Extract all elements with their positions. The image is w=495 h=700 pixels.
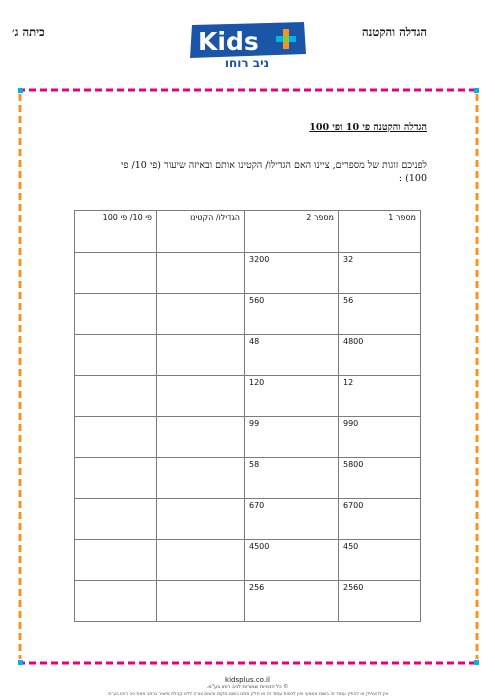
number-2-cell: 670 <box>245 499 339 540</box>
number-2-cell: 560 <box>245 294 339 335</box>
factor-answer-cell[interactable] <box>75 458 157 499</box>
direction-answer-cell[interactable] <box>157 540 245 581</box>
grade-label: כיתה ג׳ <box>12 25 45 39</box>
table-row <box>75 581 421 622</box>
factor-answer-cell[interactable] <box>75 335 157 376</box>
number-2-cell: 99 <box>245 417 339 458</box>
header-number-1: מספר 1 <box>339 211 421 253</box>
worksheet-instructions: לפניכם זוגות של מספרים, ציינו האם הגדילו/ הקטינו אותם ובאיזה שיעור (פי 10/ פי 100) : <box>121 160 427 184</box>
table-row <box>75 253 421 294</box>
table-row <box>75 458 421 499</box>
factor-answer-cell[interactable] <box>75 581 157 622</box>
table-row <box>75 540 421 581</box>
number-2-cell: 3200 <box>245 253 339 294</box>
factor-answer-cell[interactable] <box>75 253 157 294</box>
footer-legal-note: אין להעתיק או להפיץ עמוד זה בשום אמצעי ואין לכסות עמוד זה או חלק ממנו בשום מקום ובשום צורה ללא קבלת אישור בכתב מאת ניב רוחו בע"מ. <box>106 692 389 697</box>
frame-corner-bl <box>18 660 23 665</box>
footer-copyright: © כל הזכויות שמורות לניב רוחו בע"מ. <box>206 684 289 690</box>
number-1-cell: 4800 <box>339 335 421 376</box>
table-row <box>75 335 421 376</box>
table-row <box>75 294 421 335</box>
number-1-cell: 990 <box>339 417 421 458</box>
direction-answer-cell[interactable] <box>157 335 245 376</box>
frame-corner-br <box>474 660 479 665</box>
number-1-cell: 2560 <box>339 581 421 622</box>
table-header-row <box>75 211 421 253</box>
table-row <box>75 417 421 458</box>
factor-answer-cell[interactable] <box>75 294 157 335</box>
frame-corner-tr <box>474 88 479 93</box>
direction-answer-cell[interactable] <box>157 581 245 622</box>
logo-text: Kids <box>198 27 259 56</box>
number-2-cell: 48 <box>245 335 339 376</box>
worksheet-title: הגדלה והקטנה פי 10 ופי 100 <box>309 122 427 133</box>
topic-label: הגדלה והקטנה <box>362 25 427 39</box>
direction-answer-cell[interactable] <box>157 253 245 294</box>
number-2-cell: 4500 <box>245 540 339 581</box>
direction-answer-cell[interactable] <box>157 499 245 540</box>
table-row <box>75 499 421 540</box>
direction-answer-cell[interactable] <box>157 376 245 417</box>
factor-answer-cell[interactable] <box>75 417 157 458</box>
direction-answer-cell[interactable] <box>157 417 245 458</box>
number-1-cell: 12 <box>339 376 421 417</box>
frame-corner-tl <box>18 88 23 93</box>
number-2-cell: 58 <box>245 458 339 499</box>
direction-answer-cell[interactable] <box>157 294 245 335</box>
header-number-2: מספר 2 <box>245 211 339 253</box>
number-1-cell: 450 <box>339 540 421 581</box>
direction-answer-cell[interactable] <box>157 458 245 499</box>
header-factor: פי 10/ פי 100 <box>75 211 157 253</box>
factor-answer-cell[interactable] <box>75 376 157 417</box>
factor-answer-cell[interactable] <box>75 499 157 540</box>
number-1-cell: 6700 <box>339 499 421 540</box>
exercise-table <box>74 210 421 622</box>
header-direction: הגדילו/ הקטינו <box>157 211 245 253</box>
number-2-cell: 256 <box>245 581 339 622</box>
footer-site-link[interactable]: kidsplus.co.il <box>225 676 270 684</box>
logo-subtitle: ניב רוחו <box>224 56 270 70</box>
factor-answer-cell[interactable] <box>75 540 157 581</box>
table-row <box>75 376 421 417</box>
number-1-cell: 5800 <box>339 458 421 499</box>
number-2-cell: 120 <box>245 376 339 417</box>
number-1-cell: 56 <box>339 294 421 335</box>
number-1-cell: 32 <box>339 253 421 294</box>
